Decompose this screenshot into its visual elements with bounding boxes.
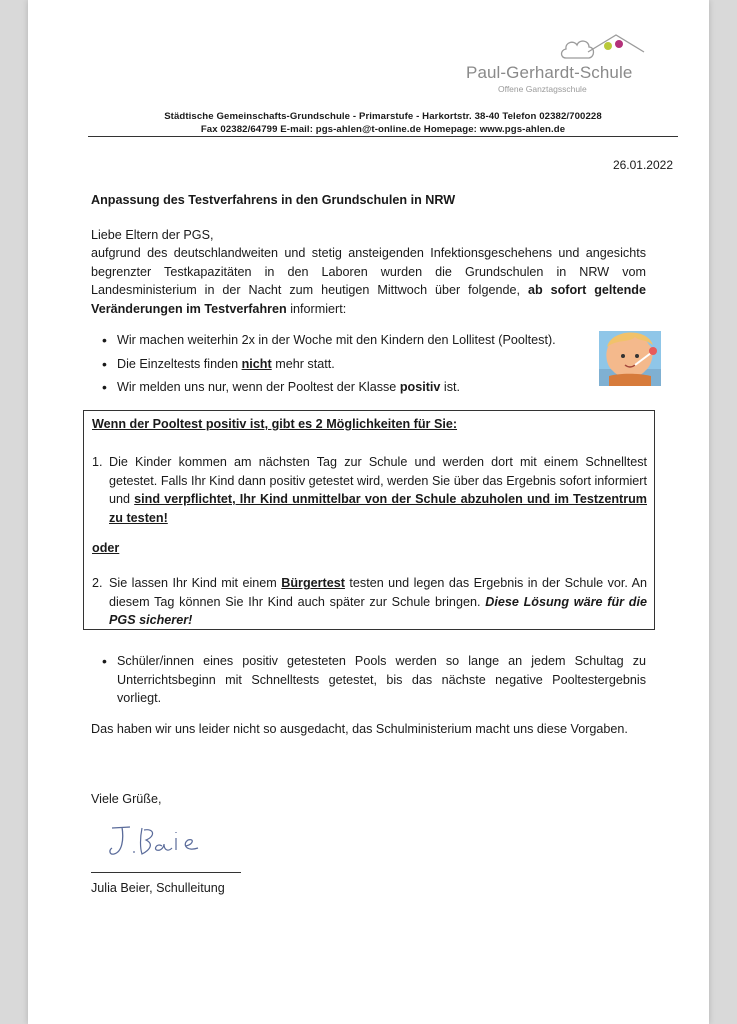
signature-line (91, 872, 241, 873)
signer-name: Julia Beier, Schulleitung (91, 881, 225, 895)
school-subtitle: Offene Ganztagsschule (498, 84, 587, 94)
header-divider (88, 136, 678, 137)
letter-title: Anpassung des Testverfahrens in den Grundschulen in NRW (91, 193, 456, 207)
list-item (91, 353, 601, 377)
bullet-text: mehr statt. (275, 356, 335, 371)
bullet-emphasis: nicht (241, 356, 272, 371)
list-item (91, 376, 601, 400)
option-emphasis: Bürgertest (281, 576, 345, 590)
child-lollipop-illustration (599, 331, 661, 386)
option-2 (92, 574, 647, 630)
or-label: oder (92, 541, 120, 555)
option-text-block (109, 453, 647, 527)
greeting: Viele Grüße, (91, 792, 162, 806)
intro-paragraph (91, 244, 646, 318)
option-emphasis: sind verpflichtet, Ihr Kind unmittelbar von der Schule abzuholen und im Testzentrum zu testen! (109, 492, 647, 525)
option-text: Sie lassen Ihr Kind mit einem (109, 576, 277, 590)
bullet-text: Wir melden uns nur, wenn der Pooltest der Klasse (117, 380, 397, 394)
option-1 (92, 453, 647, 527)
handwritten-signature (106, 818, 216, 862)
bullet-text: Schüler/innen eines positiv getesteten Pools werden so lange an jedem Schultag zu Unterrichtsbeginn mit Schnelltests getestet, bis das nächste negative Pooltestergebnis vorliegt. (117, 654, 646, 705)
option-number: 1. (92, 455, 103, 469)
list-item (91, 329, 601, 353)
bullet-emphasis: positiv (399, 380, 441, 394)
bullet-text: Die Einzeltests finden (117, 356, 239, 371)
bullet-dot: • (102, 653, 107, 669)
positive-pooltest-box (83, 410, 655, 630)
contact-line: Fax 02382/64799 E-mail: pgs-ahlen@t-online.de Homepage: www.pgs-ahlen.de (200, 124, 566, 135)
salutation: Liebe Eltern der PGS, (91, 228, 214, 242)
box-heading: Wenn der Pooltest positiv ist, gibt es 2 Möglichkeiten für Sie: (92, 417, 458, 431)
option-number: 2. (92, 576, 103, 590)
address-line: Städtische Gemeinschafts-Grundschule - Primarstufe - Harkortstr. 38-40 Telefon 02382/700228 (164, 111, 602, 122)
pool-testing-bullet (91, 652, 646, 708)
letter-page (28, 0, 709, 1024)
intro-text: aufgrund des deutschlandweiten und stetig ansteigenden Infektionsgeschehens und angesichts begrenzter Testkapazitäten in den Laboren wurden die Grundschulen in NRW vom Landesministerium in der Nacht zum heutigen Mittwoch über folgende, (91, 246, 646, 297)
intro-end-text: informiert: (290, 301, 347, 316)
option-text: Die Kinder kommen am nächsten Tag zur Schule und werden dort mit einem Schnelltest getestet. Falls Ihr Kind dann positiv getestet wird, werden Sie über das Ergebnis sofort informiert und (109, 455, 647, 506)
school-logo-icon (558, 30, 648, 64)
bullet-text: Wir machen weiterhin 2x in der Woche mit den Kindern den Lollitest (Pooltest). (117, 333, 556, 347)
letter-date: 26.01.2022 (612, 158, 673, 172)
test-bullet-list (91, 329, 601, 400)
intro-bold-text: ab sofort geltende Veränderungen im Testverfahren (91, 283, 647, 316)
school-name: Paul-Gerhardt-Schule (466, 63, 633, 82)
bullet-text: ist. (443, 380, 460, 394)
closing-paragraph: Das haben wir uns leider nicht so ausgedacht, das Schulministerium macht uns diese Vorgaben. (91, 722, 628, 736)
option-text: testen und legen das Ergebnis in der Schule vor. An diesem Tag können Sie Ihr Kind auch später zur Schule bringen. (109, 576, 648, 609)
option-recommendation: Diese Lösung wäre für die PGS sicherer! (109, 594, 647, 627)
option-text-block (109, 574, 647, 630)
